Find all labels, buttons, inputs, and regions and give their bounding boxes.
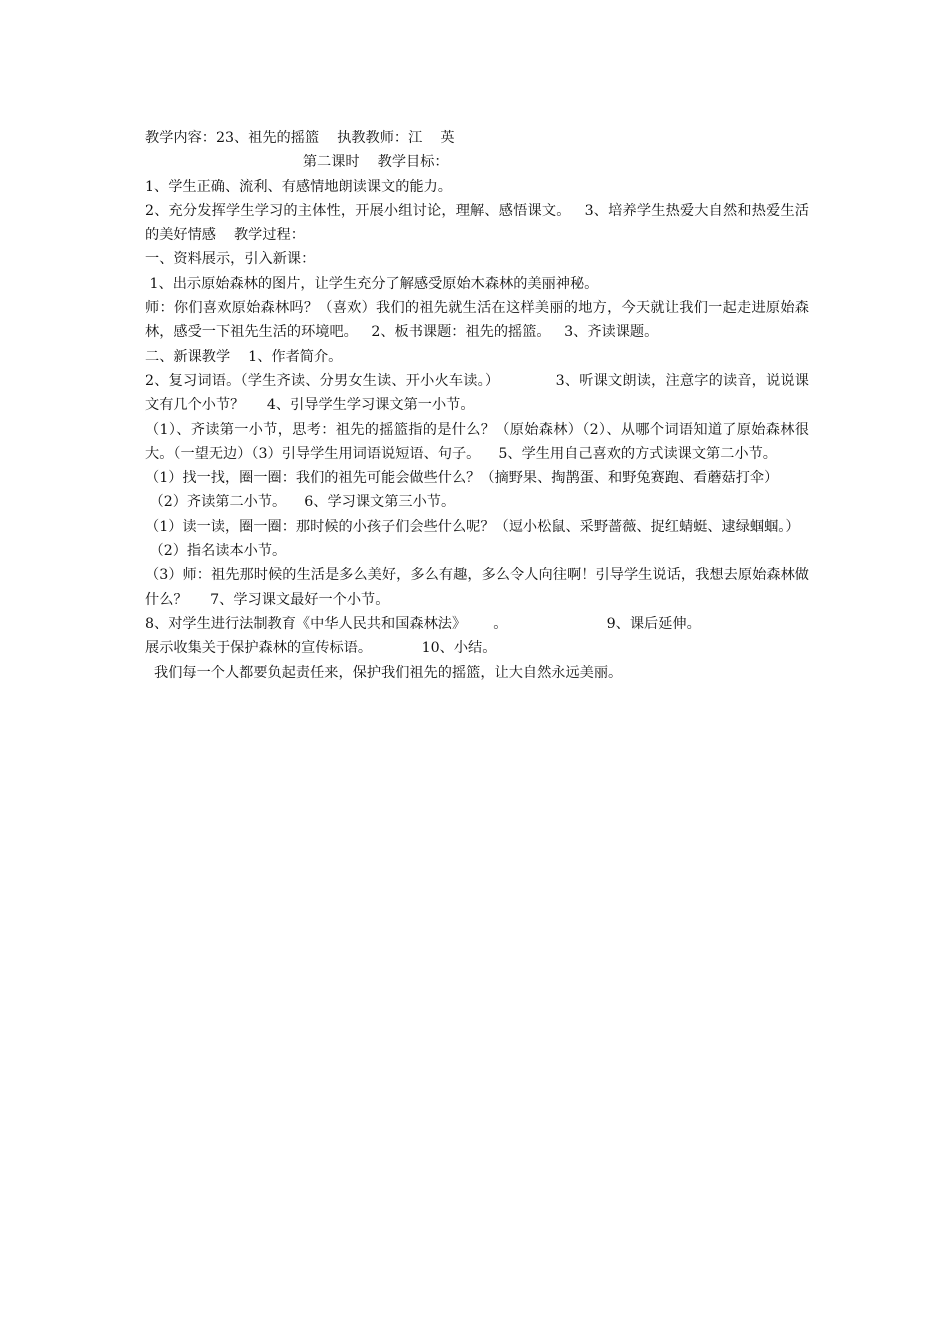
closing-sentence: 我们每一个人都要负起责任来，保护我们祖先的摇篮，让大自然永远美丽。 bbox=[145, 664, 623, 681]
teacher-intro: 师：你们喜欢原始森林吗？（喜欢）我们的祖先就生活在这样美丽的地方，今天就让我们一起走进原始森林，感受一下祖先生活的环境吧。 2、板书课题：祖先的摇篮。 3、齐读课题。 bbox=[145, 300, 809, 341]
lesson-plan-body bbox=[145, 126, 809, 685]
step-section-1: （1）、齐读第一小节，思考：祖先的摇篮指的是什么？（原始森林）（2）、从哪个词语知道了原始森林很大。（一望无边）（3）引导学生用词语说短语、句子。 5、学生用自己喜欢的方式读课文第二小节。 bbox=[145, 421, 809, 462]
lesson-header: 教学内容：23、祖先的摇篮 执教教师：江 英 bbox=[145, 130, 455, 146]
step-1-1: 1、出示原始森林的图片，让学生充分了解感受原始木森林的美丽神秘。 bbox=[145, 275, 599, 292]
step-teacher-talk: （3）师：祖先那时候的生活是多么美好，多么有趣，多么令人向往啊！引导学生说话，我想去原始森林做什么？ 7、学习课文最好一个小节。 bbox=[145, 567, 809, 608]
objective-1: 1、学生正确、流利、有感情地朗读课文的能力。 bbox=[145, 178, 452, 195]
step-read-section-2: （2）齐读第二小节。 6、学习课文第三小节。 bbox=[145, 494, 456, 511]
step-slogans: 展示收集关于保护森林的宣传标语。 10、小结。 bbox=[145, 640, 497, 657]
step-read-circle: （1）读一读，圈一圈：那时候的小孩子们会些什么呢？（逗小松鼠、采野蔷薇、捉红蜻蜓、逮绿蝈蝈。） bbox=[145, 518, 800, 535]
objective-2-3: 2、充分发挥学生学习的主体性，开展小组讨论，理解、感悟课文。 3、培养学生热爱大自然和热爱生活的美好情感 教学过程： bbox=[145, 202, 809, 244]
step-2-3-4: 2、复习词语。（学生齐读、分男女生读、开小火车读。） 3、听课文朗读，注意字的读音，说说课文有几个小节？ 4、引导学生学习课文第一小节。 bbox=[145, 372, 809, 414]
step-find-circle: （1）找一找，圈一圈：我们的祖先可能会做些什么？（摘野果、掏鹊蛋、和野兔赛跑、看蘑菇打伞） bbox=[145, 470, 779, 487]
section-2-heading: 二、新课教学 1、作者简介。 bbox=[145, 348, 343, 365]
lesson-subheader: 第二课时 教学目标： bbox=[145, 154, 449, 171]
step-named-reading: （2）指名读本小节。 bbox=[145, 543, 287, 560]
section-1-heading: 一、资料展示，引入新课： bbox=[145, 251, 316, 268]
step-law-education: 8、对学生进行法制教育《中华人民共和国森林法》 。 9、课后延伸。 bbox=[145, 615, 701, 632]
